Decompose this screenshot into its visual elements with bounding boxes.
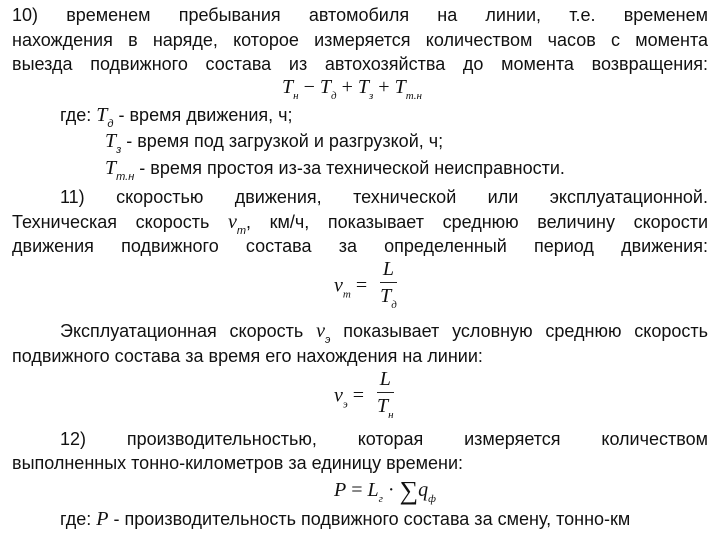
fraction-numerator: L bbox=[382, 258, 395, 280]
item11-line-3: движения подвижного состава за определенный период движения: bbox=[12, 236, 708, 256]
formula-operational-speed bbox=[334, 368, 394, 426]
fraction bbox=[377, 368, 394, 426]
formula-dot: · bbox=[382, 479, 400, 501]
fraction-denominator: $T_н$ bbox=[377, 395, 394, 421]
text-part: , км/ч, показывает среднюю величину скорости bbox=[246, 212, 709, 232]
formula-term: q bbox=[418, 479, 429, 501]
text-part: показывает условную среднюю скорость bbox=[330, 321, 708, 341]
symbol: T bbox=[96, 104, 108, 126]
formula-technical-speed bbox=[334, 258, 397, 316]
symbol-sub: з bbox=[116, 144, 122, 156]
velocity-sub: э bbox=[324, 334, 331, 346]
item12-line-1: 12) производительностью, которая измеряется количеством bbox=[60, 429, 708, 449]
definition-text: - производительность подвижного состава за смену, тонно-км bbox=[108, 509, 631, 529]
formula-sub: н bbox=[293, 90, 299, 102]
formula-sub: з bbox=[368, 90, 374, 102]
formula-term: L bbox=[367, 479, 379, 501]
fraction-denominator: $T_д$ bbox=[380, 285, 397, 311]
formula-sub: э bbox=[342, 398, 348, 411]
formula-sub: ф bbox=[428, 493, 436, 505]
fraction-bar bbox=[380, 282, 397, 283]
text-part: Техническая скорость bbox=[12, 212, 228, 232]
symbol: T bbox=[105, 130, 117, 152]
item10-line-2: нахождения в наряде, которое измеряется количеством часов с момента bbox=[12, 30, 708, 50]
formula-term: T bbox=[282, 76, 294, 98]
formula-productivity bbox=[334, 476, 436, 506]
formula-lhs: v bbox=[334, 384, 343, 407]
fraction-bar bbox=[377, 392, 394, 393]
where-prefix: где: bbox=[60, 509, 97, 529]
item10-line-1: 10) временем пребывания автомобиля на линии, т.е. временем bbox=[12, 5, 708, 25]
fraction bbox=[380, 258, 397, 316]
formula-operator: + bbox=[336, 76, 358, 98]
definition-text: - время простоя из-за технической неисправности. bbox=[134, 158, 565, 178]
formula-lhs: v bbox=[334, 274, 343, 297]
formula-time-on-line bbox=[282, 76, 422, 102]
formula-sub: г bbox=[378, 493, 383, 505]
formula-term: T bbox=[357, 76, 369, 98]
where-prefix: где: bbox=[60, 105, 97, 125]
definition-text: - время под загрузкой и разгрузкой, ч; bbox=[121, 131, 444, 151]
symbol-sub: т.н bbox=[116, 171, 135, 183]
item11-line-1: 11) скоростью движения, технической или эксплуатационной. bbox=[60, 187, 708, 207]
formula-sub: т.н bbox=[405, 90, 422, 102]
symbol: T bbox=[105, 157, 117, 179]
velocity-sub: т bbox=[236, 225, 247, 237]
formula-sub: д bbox=[331, 90, 337, 102]
item12-line-2: выполненных тонно-километров за единицу времени: bbox=[12, 453, 464, 473]
formula-term: T bbox=[394, 76, 406, 98]
definition-text: - время движения, ч; bbox=[113, 105, 293, 125]
symbol-sub: д bbox=[107, 118, 114, 130]
item12-line-3 bbox=[60, 508, 708, 530]
item11-line-5: подвижного состава за время его нахождения на линии: bbox=[12, 346, 483, 366]
formula-lhs: P bbox=[334, 479, 347, 501]
formula-equals: = bbox=[350, 274, 373, 297]
velocity-symbol: v bbox=[227, 211, 237, 233]
sum-symbol: ∑ bbox=[399, 476, 419, 505]
formula-operator: + bbox=[373, 76, 395, 98]
formula-sub: т bbox=[342, 288, 351, 301]
item10-line-3: выезда подвижного состава из автохозяйства до момента возвращения: bbox=[12, 54, 708, 74]
productivity-symbol: P bbox=[96, 508, 109, 530]
fraction-numerator: L bbox=[379, 368, 391, 390]
formula-operator: − bbox=[298, 76, 320, 98]
formula-equals: = bbox=[346, 479, 368, 501]
formula-equals: = bbox=[347, 384, 370, 407]
definition-line-3 bbox=[105, 157, 708, 188]
velocity-symbol: v bbox=[316, 320, 325, 342]
formula-term: T bbox=[319, 76, 331, 98]
text-part: Эксплуатационная скорость bbox=[60, 321, 317, 341]
